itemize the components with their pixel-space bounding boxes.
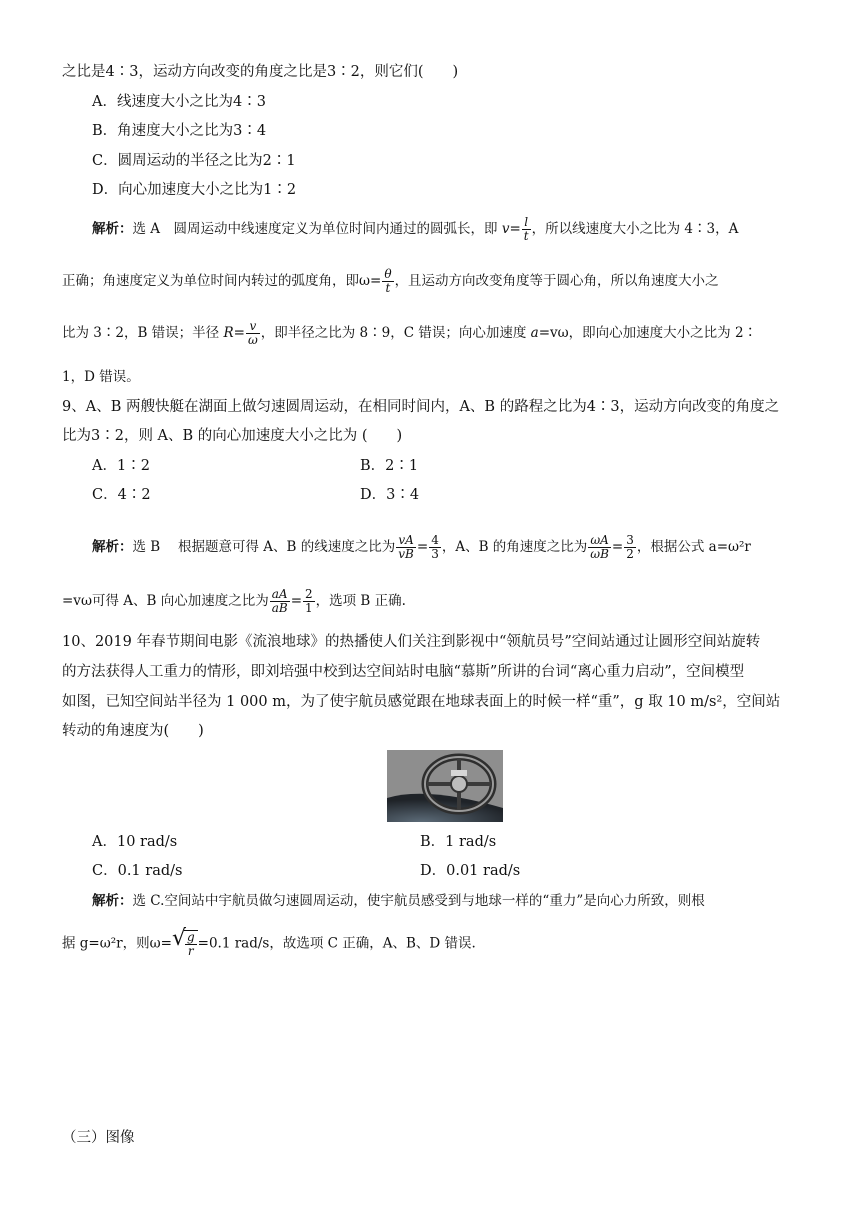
q10-solution-line-2 [62,926,476,958]
space-station-illustration [387,750,503,822]
formula-op: = [233,325,245,341]
q9-stem-line-2: 比为3∶2，则 A、B 的向心加速度大小之比为 ( ) [62,428,403,444]
solution-text: =0.1 rad/s，故选项 C 正确，A、B、D 错误. [197,935,476,952]
fraction: $\frac{\omega A}{\omega B}$ [590,533,609,561]
solution-text: ，选项 B 正确. [315,593,406,609]
formula-op: = [509,221,521,237]
fraction: $\frac{vA}{vB}$ [398,533,414,561]
q8-option-d: D．向心加速度大小之比为1∶2 [92,182,297,198]
fraction: $\frac{l}{t}$ [523,215,529,243]
solution-text: 比为 3∶2，B 错误；半径 [62,325,224,341]
solution-text: 选 A 圆周运动中线速度定义为单位时间内通过的圆弧长，即 [132,221,502,237]
formula-op: = [416,539,429,555]
q10-option-a: A．10 rad/s [92,834,178,850]
q8-option-c: C．圆周运动的半径之比为2∶1 [92,153,296,169]
square-root: √ $\frac{g}{r}$ [172,930,198,958]
q9-option-b: B．2∶1 [360,458,419,474]
fraction: $\frac{g}{r}$ [186,930,195,958]
solution-label: 解析： [92,893,133,909]
formula-var: v [501,221,510,237]
fraction: $\frac{3}{2}$ [626,533,634,561]
q10-option-c: C．0.1 rad/s [92,863,183,879]
formula-var: R [223,325,234,341]
solution-text: ，即半径之比为 8∶9，C 错误；向心加速度 [260,325,531,341]
solution-text: =vω，即向心加速度大小之比为 2∶ [538,325,758,341]
q8-option-b: B．角速度大小之比为3∶4 [92,123,267,139]
fraction: $\frac{\theta}{t}$ [384,267,392,295]
fraction: $\frac{aA}{aB}$ [271,587,288,615]
section-heading: （三）图像 [62,1130,135,1146]
solution-label: 解析： [92,539,133,555]
fraction: $\frac{v}{\omega}$ [247,319,258,347]
q9-solution-line-1 [92,534,751,561]
solution-text: ，所以线速度大小之比为 4∶3，A [531,221,739,237]
q10-option-b: B．1 rad/s [420,834,497,850]
solution-text: 据 g=ω²r，则ω= [62,935,172,952]
space-station-photo [387,750,503,822]
formula-op: = [611,539,624,555]
q9-option-a: A．1∶2 [92,458,150,474]
solution-text: ，且运动方向改变角度等于圆心角，所以角速度大小之 [394,273,719,289]
formula-var: a [530,325,539,341]
q10-option-d: D．0.01 rad/s [420,863,521,879]
solution-text: 选 C.空间站中宇航员做匀速圆周运动，使宇航员感受到与地球一样的“重力”是向心力所致，则根 [132,893,705,909]
q9-solution-line-2 [62,588,406,615]
q8-solution-line-3 [62,320,757,347]
q10-stem-line-3: 如图，已知空间站半径为 1 000 m，为了使宇航员感觉跟在地球表面上的时候一样“重”，g 取 10 m/s²，空间站 [62,694,781,710]
fraction: $\frac{4}{3}$ [431,533,439,561]
solution-text: ，A、B 的角速度之比为 [441,539,588,555]
formula-op: = [290,593,302,609]
q8-solution-line-1 [92,216,738,243]
solution-text: 正确；角速度定义为单位时间内转过的弧度角，即ω= [62,273,382,289]
q8-solution-line-4: 1，D 错误。 [62,369,140,385]
q8-stem-tail: 之比是4∶3，运动方向改变的角度之比是3∶2，则它们( ) [62,64,459,80]
q10-solution-line-1 [92,891,705,911]
q9-option-d: D．3∶4 [360,487,420,503]
q10-stem-line-1: 10、2019 年春节期间电影《流浪地球》的热播使人们关注到影视中“领航员号”空间站通过让圆形空间站旋转 [62,634,761,650]
q8-option-a: A．线速度大小之比为4∶3 [92,94,266,110]
q9-option-c: C．4∶2 [92,487,151,503]
solution-label: 解析： [92,221,133,237]
q9-stem-line-1: 9、A、B 两艘快艇在湖面上做匀速圆周运动，在相同时间内，A、B 的路程之比为4∶3，运动方向改变的角度之 [62,399,780,415]
q8-solution-line-2 [62,268,719,295]
solution-text: ，根据公式 a=ω²r [636,539,751,555]
fraction: $\frac{2}{1}$ [305,587,313,615]
solution-text: =vω可得 A、B 向心加速度之比为 [62,593,269,609]
q10-stem-line-2: 的方法获得人工重力的情形，即刘培强中校到达空间站时电脑“慕斯”所讲的台词“离心重力启动”，空间模型 [62,664,745,680]
solution-text: 选 B 根据题意可得 A、B 的线速度之比为 [132,539,396,555]
q10-stem-line-4: 转动的角速度为( ) [62,723,204,739]
